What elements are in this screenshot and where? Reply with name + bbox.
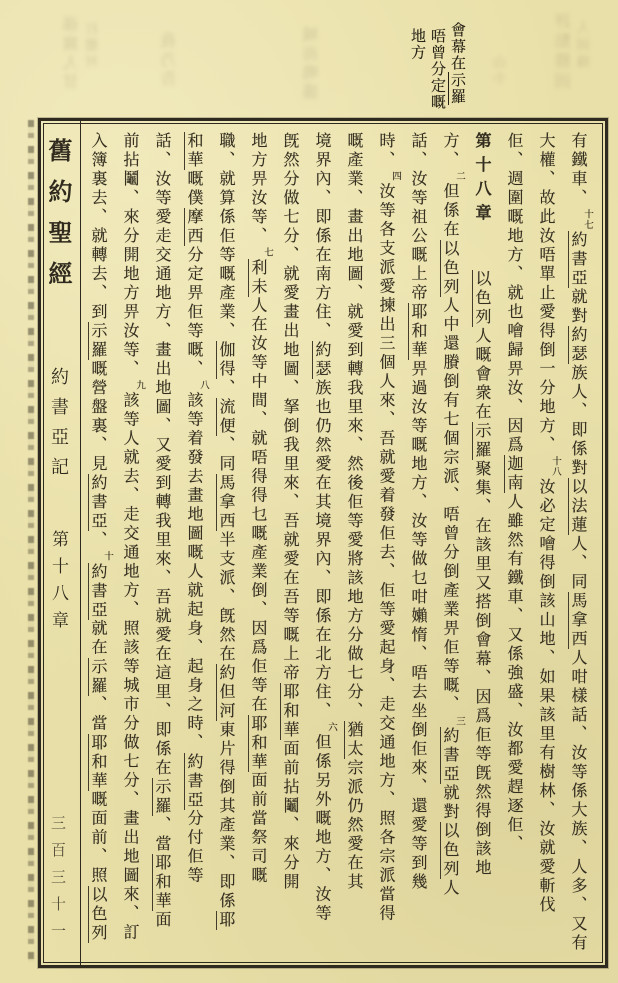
proper-name: 約書亞 xyxy=(185,752,204,810)
binding-edge xyxy=(28,120,34,962)
proper-name: 約書亞 xyxy=(89,562,108,620)
text-run: 嘅僕 xyxy=(185,170,204,208)
text-run: 人咁樣話、汝等係大族、人多、又有 xyxy=(569,649,588,953)
ghost-text: 我乃告 xyxy=(160,32,179,89)
text-run: 但係另外嘅地方、汝等 xyxy=(313,733,332,924)
chapter-label: 第十八章 xyxy=(48,530,68,638)
text-column xyxy=(338,132,370,958)
text-column xyxy=(466,132,498,958)
proper-name: 摩西 xyxy=(185,208,204,246)
book-title: 舊約聖經 xyxy=(44,138,73,302)
ghost-text: 孫窩人甘 xyxy=(62,16,81,92)
text-run: 嘅產業、畫出地圖、就愛到轉我里來、然後佢等愛將該地方分做七分、 xyxy=(345,132,364,721)
verse-number: 七 xyxy=(262,247,273,258)
text-run: 分付佢等 xyxy=(185,809,204,886)
text-run: 就對 xyxy=(441,784,460,822)
proper-name: 耶 xyxy=(217,911,236,930)
text-run: 人在汝等中間、就唔得得乜嘅產業倒、因爲佢等在 xyxy=(249,296,268,715)
text-run: 但係在 xyxy=(441,182,460,240)
text-run: 旣然分做七分、就愛畫出地圖、拏倒我里來、吾就愛在吾等嘅上帝 xyxy=(281,132,300,683)
proper-name: 耶和華 xyxy=(89,733,108,791)
text-run: 該等着發去畫地圖嘅人就起身、起身之時、 xyxy=(185,391,204,753)
text-column xyxy=(498,132,530,958)
text-run: 地方畀汝等、 xyxy=(249,132,268,246)
section-title: 約書亞記 xyxy=(48,367,69,487)
text-run: 方、 xyxy=(441,132,460,170)
text-column xyxy=(146,132,178,958)
proper-name: 約書亞 xyxy=(441,727,460,784)
text-run: 、 xyxy=(217,379,236,398)
text-run: 面 xyxy=(153,911,172,930)
text-run: 半支派、旣然在 xyxy=(217,531,236,664)
text-run: 面前拈鬮、來分開 xyxy=(281,740,300,892)
text-column xyxy=(82,132,114,958)
title-column xyxy=(41,124,76,958)
text-column xyxy=(274,132,306,958)
proper-name: 示羅 xyxy=(449,71,467,105)
proper-name: 以色列 xyxy=(441,822,460,879)
text-run: 就對 xyxy=(569,288,588,326)
text-run: 、當 xyxy=(89,695,108,734)
text-run: 聚集、在該里又搭倒會幕、因爲佢等旣然得倒該地 xyxy=(473,460,492,878)
header-note-left: 唔曾分定嘅地方 xyxy=(409,28,447,111)
text-run: 面前當祭司嘅 xyxy=(249,771,268,886)
proper-name: 耶和華 xyxy=(281,683,300,740)
text-column xyxy=(242,132,274,958)
proper-name: 迦南 xyxy=(505,455,524,493)
text-column xyxy=(178,132,210,958)
text-run: 汝等各支派愛揀出三個人來、吾就愛着發佢去、佢等愛起身、走交通地方、照各宗派當得 xyxy=(377,182,396,924)
header-note xyxy=(409,22,468,122)
verse-number: 十七 xyxy=(582,209,593,230)
proper-name: 耶和華 xyxy=(249,714,268,772)
verse-number: 八 xyxy=(198,380,209,391)
text-run: 入簿裏去、就轉去、到 xyxy=(89,132,108,322)
text-run: 人中還賸倒有七個宗派、唔曾分倒產業畀佢等嘅、 xyxy=(441,296,460,715)
page-number: 三百三十一 xyxy=(49,815,67,950)
proper-name: 耶和華 xyxy=(153,854,172,911)
proper-name: 馬拿西 xyxy=(217,474,236,531)
proper-name: 耶和華 xyxy=(409,303,428,360)
title-column-separator xyxy=(80,121,81,965)
proper-name: 示羅 xyxy=(89,657,108,696)
proper-name: 以色列 xyxy=(441,239,460,297)
proper-name: 約但河 xyxy=(217,664,236,721)
proper-name: 約瑟 xyxy=(569,326,588,364)
text-column xyxy=(370,132,402,958)
verse-number: 十 xyxy=(102,551,113,562)
text-run: 、 xyxy=(89,531,108,550)
text-run: 職、就算係佢等嘅產業、 xyxy=(217,132,236,341)
text-column xyxy=(402,132,434,958)
verse-number: 六 xyxy=(326,722,337,733)
text-run: 人雖然有鐵車、又係強盛、汝都愛趕逐佢、 xyxy=(505,493,524,854)
proper-name: 約書亞 xyxy=(569,231,588,288)
ghost-text: 打腮衬 xyxy=(86,22,101,70)
header-note-right xyxy=(448,22,468,122)
proper-name: 約瑟 xyxy=(313,341,332,379)
text-run: 就在 xyxy=(89,619,108,658)
text-column xyxy=(562,132,594,958)
proper-name: 流便 xyxy=(217,398,236,436)
text-run: 會幕在 xyxy=(449,22,467,72)
text-column xyxy=(434,132,466,958)
proper-name: 以色列 xyxy=(473,270,492,327)
verse-number: 九 xyxy=(134,380,145,391)
proper-name: 以法蓮 xyxy=(569,478,588,535)
verse-number: 十八 xyxy=(550,456,561,477)
proper-name: 示羅 xyxy=(153,778,172,816)
text-run: 大權、故此汝唔單止愛得倒一分地方、 xyxy=(537,132,556,455)
scripture-columns xyxy=(82,132,594,958)
text-run: 畀過汝等嘅地方、汝等做乜咁嬾惰、唔去坐倒佢來、還愛等到幾 xyxy=(409,360,428,892)
chapter-heading: 第十八章 xyxy=(473,132,492,228)
text-run: 東片得倒其產業、即係 xyxy=(217,721,236,911)
ghost-text: 城而鳴盛 xyxy=(302,26,321,102)
text-run: 、同 xyxy=(217,436,236,474)
proper-name: 示羅 xyxy=(473,422,492,460)
verse-number: 四 xyxy=(390,171,401,182)
text-run: 時、 xyxy=(377,132,396,170)
text-column xyxy=(114,132,146,958)
ghost-text: 山小 xyxy=(494,55,509,87)
proper-name: 以色列 xyxy=(89,885,108,943)
proper-name: 約書亞 xyxy=(89,474,108,531)
text-run: 有鐵車、 xyxy=(569,132,588,208)
text-run: 人 xyxy=(441,879,460,898)
text-column xyxy=(530,132,562,958)
ghost-text: 人固緣 xyxy=(576,20,592,71)
text-run: 境界內、即係在南方住、 xyxy=(313,132,332,341)
text-run: 佢、週圍嘅地方、就也噲歸畀汝、因爲 xyxy=(505,132,524,455)
heading-gap xyxy=(482,228,483,270)
text-run: 人嘅會衆在 xyxy=(473,327,492,422)
text-run: 嘅營盤裏、見 xyxy=(89,360,108,474)
proper-name: 利未 xyxy=(249,258,268,297)
text-run: 前拈鬮、來分開地方畀汝等、 xyxy=(121,132,140,379)
proper-name: 和華 xyxy=(185,132,204,170)
text-column xyxy=(306,132,338,958)
proper-name: 馬拿西 xyxy=(569,592,588,649)
proper-name: 猶太 xyxy=(345,721,364,759)
text-run: 分定畀佢等嘅、 xyxy=(185,246,204,379)
text-column xyxy=(210,132,242,958)
text-run: 族人、即係對 xyxy=(569,364,588,478)
text-run: 該等人就去、走交通地方、照該等城市分做七分、畫出地圖來、訂 xyxy=(121,391,140,943)
text-run: 汝必定噲得倒該山地、如果該里有樹林、汝就愛斬伐 xyxy=(537,478,556,915)
text-run: 話、汝等愛走交通地方、畫出地圖、又愛到轉我里來、吾就愛在這里、即係在 xyxy=(153,132,172,778)
text-run: 嘅面前、照 xyxy=(89,790,108,886)
text-run: 、當 xyxy=(153,816,172,854)
text-run: 族也仍然愛在其境界內、即係在北方住、 xyxy=(313,379,332,721)
ghost-text: 評點勝固 xyxy=(555,12,575,92)
text-run: 話、汝等祖公嘅上帝 xyxy=(409,132,428,303)
verse-number: 二 xyxy=(454,171,465,182)
text-run: 宗派仍然愛在其 xyxy=(345,759,364,892)
verse-number: 三 xyxy=(454,715,465,726)
proper-name: 示羅 xyxy=(89,322,108,360)
proper-name: 伽得 xyxy=(217,341,236,379)
text-run: 人、同 xyxy=(569,535,588,592)
